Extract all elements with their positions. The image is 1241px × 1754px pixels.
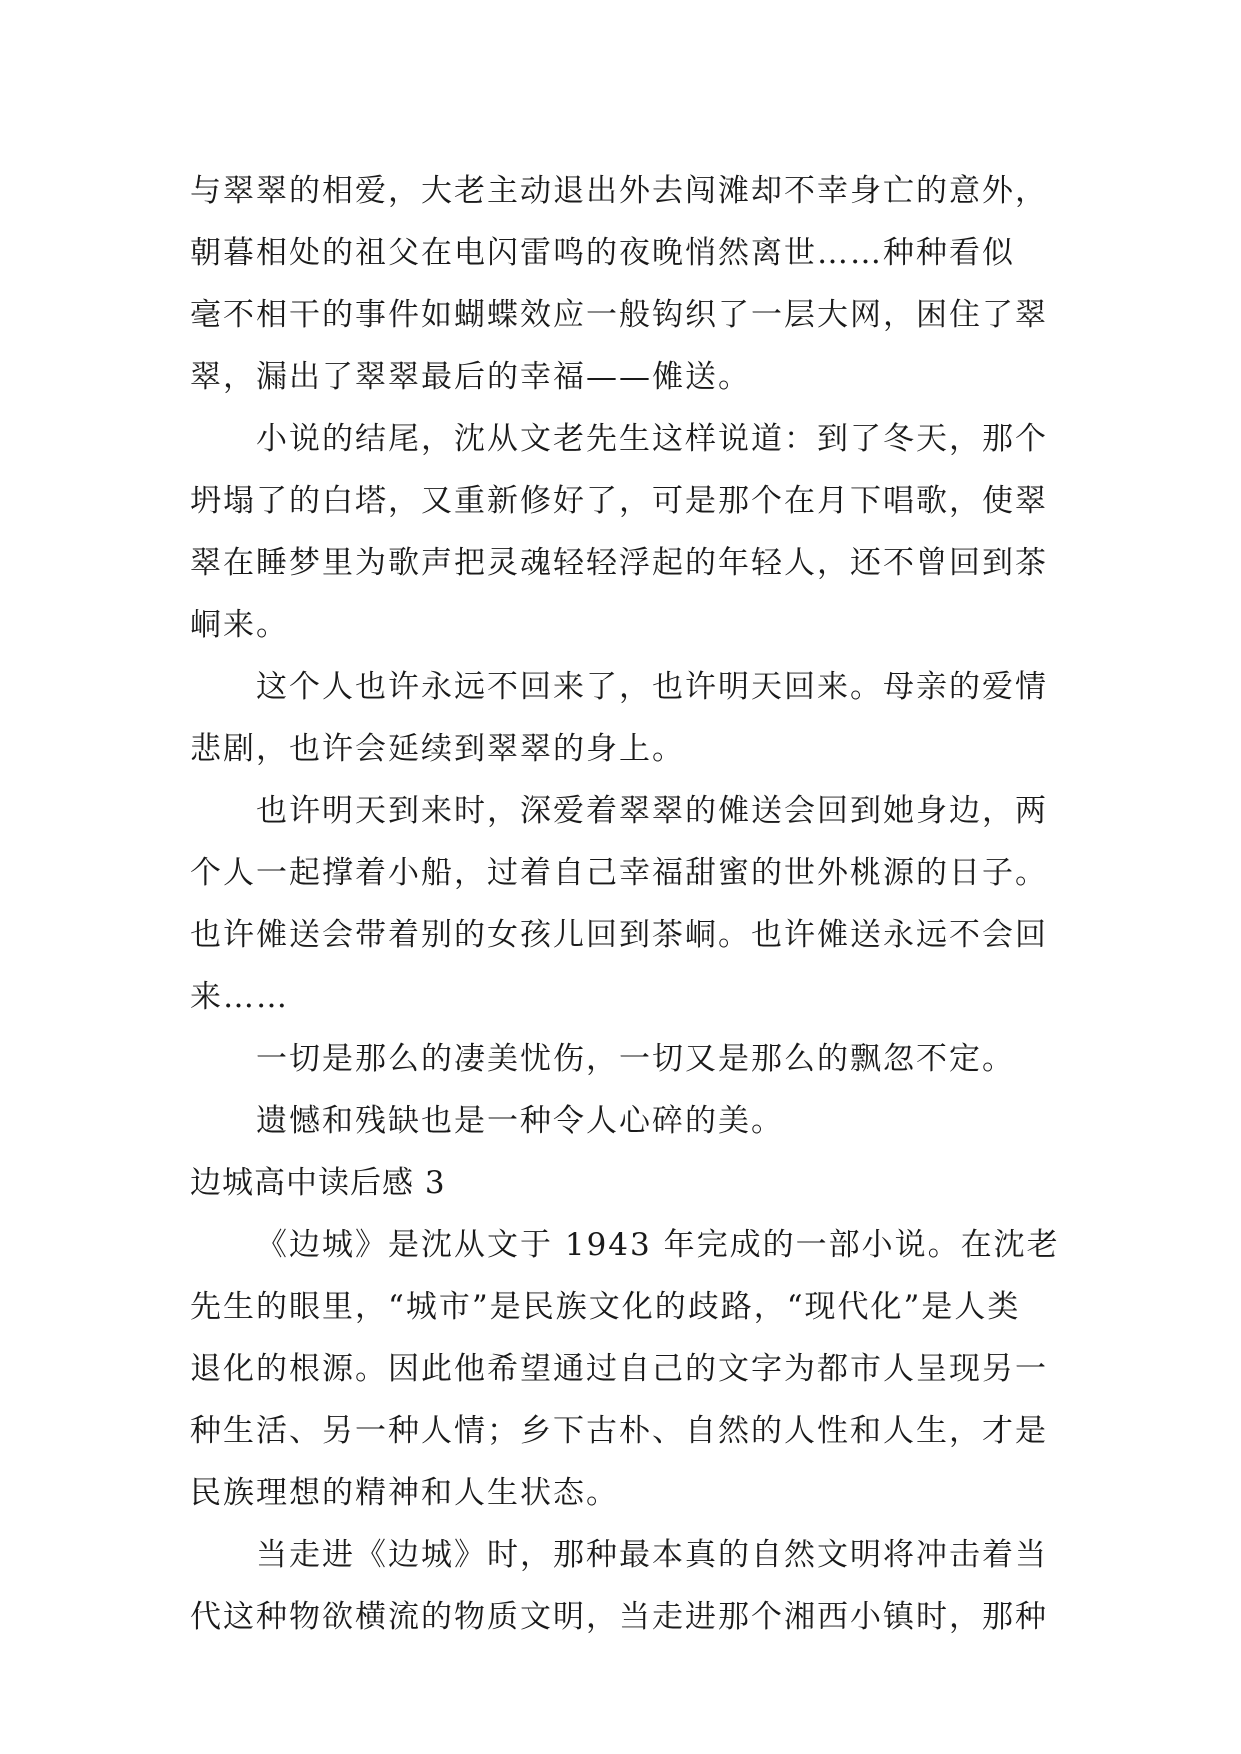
paragraph-line: 代这种物欲横流的物质文明，当走进那个湘西小镇时，那种: [190, 1599, 1048, 1635]
paragraph-line: 《边城》是沈从文于 1943 年完成的一部小说。在沈老: [256, 1227, 1060, 1263]
paragraph-line: 民族理想的精神和人生状态。: [190, 1475, 619, 1511]
paragraph-line: 这个人也许永远不回来了，也许明天回来。母亲的爱情: [256, 669, 1048, 705]
paragraph-line: 退化的根源。因此他希望通过自己的文字为都市人呈现另一: [190, 1351, 1048, 1387]
paragraph-line: 也许傩送会带着别的女孩儿回到茶峒。也许傩送永远不会回: [190, 917, 1048, 953]
paragraph-line: 峒来。: [190, 607, 289, 643]
paragraph-line: 翠，漏出了翠翠最后的幸福——傩送。: [190, 359, 751, 395]
paragraph-line: 小说的结尾，沈从文老先生这样说道：到了冬天，那个: [256, 421, 1048, 457]
paragraph-line: 坍塌了的白塔，又重新修好了，可是那个在月下唱歌，使翠: [190, 483, 1048, 519]
document-body: [190, 160, 1060, 1648]
paragraph-line: 个人一起撑着小船，过着自己幸福甜蜜的世外桃源的日子。: [190, 855, 1048, 891]
paragraph-line: 当走进《边城》时，那种最本真的自然文明将冲击着当: [256, 1537, 1048, 1573]
paragraph-line: 与翠翠的相爱，大老主动退出外去闯滩却不幸身亡的意外，: [190, 173, 1048, 209]
paragraph-line: 毫不相干的事件如蝴蝶效应一般钩织了一层大网，困住了翠: [190, 297, 1048, 333]
paragraph-line: 也许明天到来时，深爱着翠翠的傩送会回到她身边，两: [256, 793, 1048, 829]
paragraph-line: 翠在睡梦里为歌声把灵魂轻轻浮起的年轻人，还不曾回到茶: [190, 545, 1048, 581]
paragraph-line: 遗憾和残缺也是一种令人心碎的美。: [256, 1103, 784, 1139]
paragraph-line: 来……: [190, 979, 289, 1015]
paragraph-line: 一切是那么的凄美忧伤，一切又是那么的飘忽不定。: [256, 1041, 1015, 1077]
paragraph-line: 种生活、另一种人情；乡下古朴、自然的人性和人生，才是: [190, 1413, 1048, 1449]
paragraph-line: 悲剧，也许会延续到翠翠的身上。: [190, 731, 685, 767]
section-heading: 边城高中读后感 3: [190, 1165, 446, 1201]
paragraph-line: 先生的眼里，“城市”是民族文化的歧路，“现代化”是人类: [190, 1289, 1021, 1325]
paragraph-line: 朝暮相处的祖父在电闪雷鸣的夜晚悄然离世……种种看似: [190, 235, 1015, 271]
